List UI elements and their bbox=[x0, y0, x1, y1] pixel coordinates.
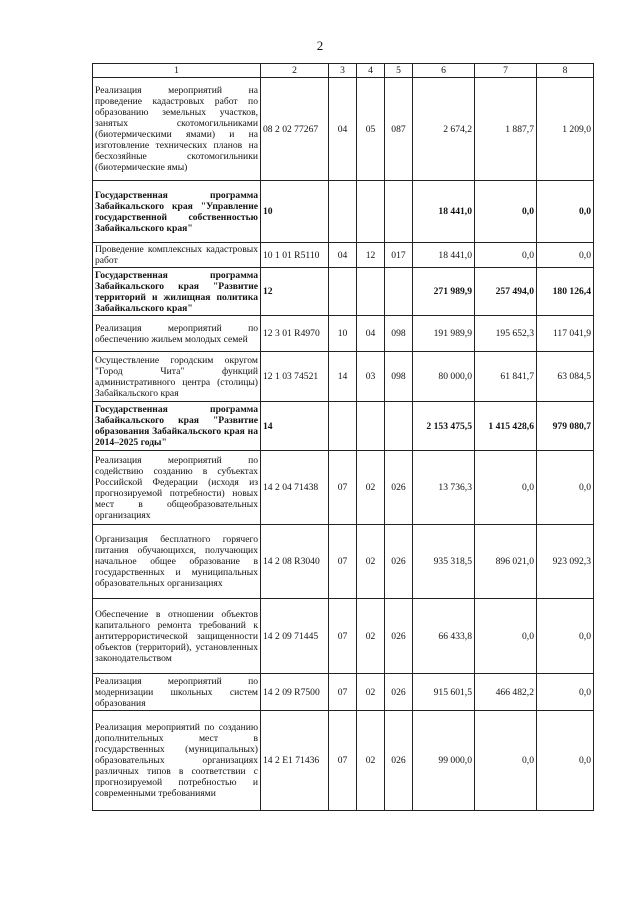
row-code-cell: 10 bbox=[261, 181, 329, 243]
row-value-6-cell: 2 674,2 bbox=[413, 78, 475, 181]
row-department-cell bbox=[385, 268, 413, 316]
row-value-7-cell: 0,0 bbox=[475, 711, 537, 811]
row-value-6-cell: 271 989,9 bbox=[413, 268, 475, 316]
col-header-1: 1 bbox=[93, 64, 261, 78]
row-name-cell: Реализация мероприятий по содействию созданию в субъектах Российской Федерации (исходя из прогнозируемой потребности) новых мест в общеобразовательных организациях bbox=[93, 451, 261, 525]
table-row bbox=[93, 181, 594, 243]
row-value-7-cell: 0,0 bbox=[475, 181, 537, 243]
budget-table bbox=[92, 63, 594, 811]
col-header-3: 3 bbox=[329, 64, 357, 78]
row-value-6-cell: 13 736,3 bbox=[413, 451, 475, 525]
row-value-7-cell: 466 482,2 bbox=[475, 674, 537, 711]
row-code-cell: 14 2 Е1 71436 bbox=[261, 711, 329, 811]
row-code-cell: 10 1 01 R5110 bbox=[261, 243, 329, 268]
row-subsection-cell: 02 bbox=[357, 674, 385, 711]
row-section-cell: 07 bbox=[329, 674, 357, 711]
table-row bbox=[93, 451, 594, 525]
row-value-8-cell: 63 084,5 bbox=[537, 352, 594, 402]
row-value-7-cell: 0,0 bbox=[475, 451, 537, 525]
row-subsection-cell: 02 bbox=[357, 525, 385, 599]
row-name-cell: Реализация мероприятий на проведение кадастровых работ по образованию земельных участков, занятых скотомогильниками (биотермическими ямами) и на изготовление технических планов на бесхозяйные скотомогильники (биотермические ямы) bbox=[93, 78, 261, 181]
row-section-cell: 07 bbox=[329, 525, 357, 599]
table-row bbox=[93, 78, 594, 181]
row-value-8-cell: 0,0 bbox=[537, 599, 594, 674]
row-name-cell: Организация бесплатного горячего питания обучающихся, получающих начальное общее образование в государственных и муниципальных образовательных организациях bbox=[93, 525, 261, 599]
row-value-7-cell: 61 841,7 bbox=[475, 352, 537, 402]
table-row bbox=[93, 525, 594, 599]
table-row bbox=[93, 711, 594, 811]
row-value-6-cell: 18 441,0 bbox=[413, 181, 475, 243]
row-value-6-cell: 915 601,5 bbox=[413, 674, 475, 711]
row-department-cell: 026 bbox=[385, 451, 413, 525]
row-value-6-cell: 99 000,0 bbox=[413, 711, 475, 811]
row-subsection-cell: 02 bbox=[357, 451, 385, 525]
row-section-cell: 07 bbox=[329, 711, 357, 811]
row-code-cell: 14 bbox=[261, 402, 329, 451]
row-value-7-cell: 195 652,3 bbox=[475, 316, 537, 352]
row-value-6-cell: 935 318,5 bbox=[413, 525, 475, 599]
row-value-7-cell: 0,0 bbox=[475, 599, 537, 674]
page-number: 2 bbox=[316, 38, 324, 53]
table-row bbox=[93, 674, 594, 711]
row-value-7-cell: 0,0 bbox=[475, 243, 537, 268]
row-code-cell: 14 2 09 71445 bbox=[261, 599, 329, 674]
row-code-cell: 14 2 04 71438 bbox=[261, 451, 329, 525]
row-department-cell: 098 bbox=[385, 352, 413, 402]
row-subsection-cell: 05 bbox=[357, 78, 385, 181]
table-row bbox=[93, 599, 594, 674]
row-section-cell bbox=[329, 402, 357, 451]
row-code-cell: 12 3 01 R4970 bbox=[261, 316, 329, 352]
row-value-7-cell: 1 887,7 bbox=[475, 78, 537, 181]
row-name-cell: Реализация мероприятий по созданию дополнительных мест в государственных (муниципальных) образовательных организациях различных типов в соответствии с прогнозируемой потребностью и современными требованиями bbox=[93, 711, 261, 811]
row-section-cell bbox=[329, 268, 357, 316]
row-subsection-cell bbox=[357, 268, 385, 316]
row-value-7-cell: 257 494,0 bbox=[475, 268, 537, 316]
row-value-8-cell: 923 092,3 bbox=[537, 525, 594, 599]
row-department-cell bbox=[385, 402, 413, 451]
row-section-cell: 07 bbox=[329, 599, 357, 674]
row-subsection-cell: 04 bbox=[357, 316, 385, 352]
row-department-cell: 026 bbox=[385, 674, 413, 711]
table-row bbox=[93, 268, 594, 316]
row-department-cell: 026 bbox=[385, 599, 413, 674]
row-value-8-cell: 0,0 bbox=[537, 243, 594, 268]
row-department-cell bbox=[385, 181, 413, 243]
row-subsection-cell: 12 bbox=[357, 243, 385, 268]
row-department-cell: 026 bbox=[385, 711, 413, 811]
table-row bbox=[93, 316, 594, 352]
row-section-cell: 07 bbox=[329, 451, 357, 525]
row-name-cell: Государственная программа Забайкальского края "Управление государственной собственностью Забайкальского края" bbox=[93, 181, 261, 243]
row-name-cell: Осуществление городским округом "Город Чита" функций административного центра (столицы) Забайкальского края bbox=[93, 352, 261, 402]
row-subsection-cell bbox=[357, 181, 385, 243]
row-value-7-cell: 896 021,0 bbox=[475, 525, 537, 599]
row-subsection-cell: 03 bbox=[357, 352, 385, 402]
row-value-8-cell: 0,0 bbox=[537, 711, 594, 811]
row-value-8-cell: 0,0 bbox=[537, 674, 594, 711]
row-value-6-cell: 80 000,0 bbox=[413, 352, 475, 402]
header-row bbox=[93, 64, 594, 78]
row-section-cell: 14 bbox=[329, 352, 357, 402]
row-department-cell: 098 bbox=[385, 316, 413, 352]
table-row bbox=[93, 402, 594, 451]
row-value-8-cell: 1 209,0 bbox=[537, 78, 594, 181]
row-value-8-cell: 0,0 bbox=[537, 451, 594, 525]
table-body bbox=[93, 78, 594, 811]
row-name-cell: Государственная программа Забайкальского края "Развитие территорий и жилищная политика Забайкальского края" bbox=[93, 268, 261, 316]
row-section-cell: 04 bbox=[329, 78, 357, 181]
row-department-cell: 026 bbox=[385, 525, 413, 599]
row-value-6-cell: 66 433,8 bbox=[413, 599, 475, 674]
row-name-cell: Проведение комплексных кадастровых работ bbox=[93, 243, 261, 268]
col-header-2: 2 bbox=[261, 64, 329, 78]
row-value-7-cell: 1 415 428,6 bbox=[475, 402, 537, 451]
row-section-cell: 10 bbox=[329, 316, 357, 352]
row-value-8-cell: 180 126,4 bbox=[537, 268, 594, 316]
row-value-6-cell: 2 153 475,5 bbox=[413, 402, 475, 451]
row-value-8-cell: 117 041,9 bbox=[537, 316, 594, 352]
row-name-cell: Реализация мероприятий по модернизации школьных систем образования bbox=[93, 674, 261, 711]
col-header-7: 7 bbox=[475, 64, 537, 78]
row-value-6-cell: 18 441,0 bbox=[413, 243, 475, 268]
row-name-cell: Реализация мероприятий по обеспечению жильем молодых семей bbox=[93, 316, 261, 352]
row-code-cell: 08 2 02 77267 bbox=[261, 78, 329, 181]
col-header-5: 5 bbox=[385, 64, 413, 78]
row-value-8-cell: 0,0 bbox=[537, 181, 594, 243]
table-row bbox=[93, 243, 594, 268]
row-subsection-cell: 02 bbox=[357, 711, 385, 811]
row-department-cell: 017 bbox=[385, 243, 413, 268]
row-code-cell: 14 2 09 R7500 bbox=[261, 674, 329, 711]
row-section-cell bbox=[329, 181, 357, 243]
row-name-cell: Обеспечение в отношении объектов капитального ремонта требований к антитеррористической защищенности объектов (территорий), установленных законодательством bbox=[93, 599, 261, 674]
row-code-cell: 12 bbox=[261, 268, 329, 316]
row-code-cell: 14 2 08 R3040 bbox=[261, 525, 329, 599]
row-section-cell: 04 bbox=[329, 243, 357, 268]
row-value-6-cell: 191 989,9 bbox=[413, 316, 475, 352]
row-value-8-cell: 979 080,7 bbox=[537, 402, 594, 451]
row-department-cell: 087 bbox=[385, 78, 413, 181]
row-subsection-cell bbox=[357, 402, 385, 451]
row-name-cell: Государственная программа Забайкальского края "Развитие образования Забайкальского края на 2014–2025 годы" bbox=[93, 402, 261, 451]
col-header-6: 6 bbox=[413, 64, 475, 78]
table-row bbox=[93, 352, 594, 402]
row-subsection-cell: 02 bbox=[357, 599, 385, 674]
col-header-8: 8 bbox=[537, 64, 594, 78]
col-header-4: 4 bbox=[357, 64, 385, 78]
row-code-cell: 12 1 03 74521 bbox=[261, 352, 329, 402]
